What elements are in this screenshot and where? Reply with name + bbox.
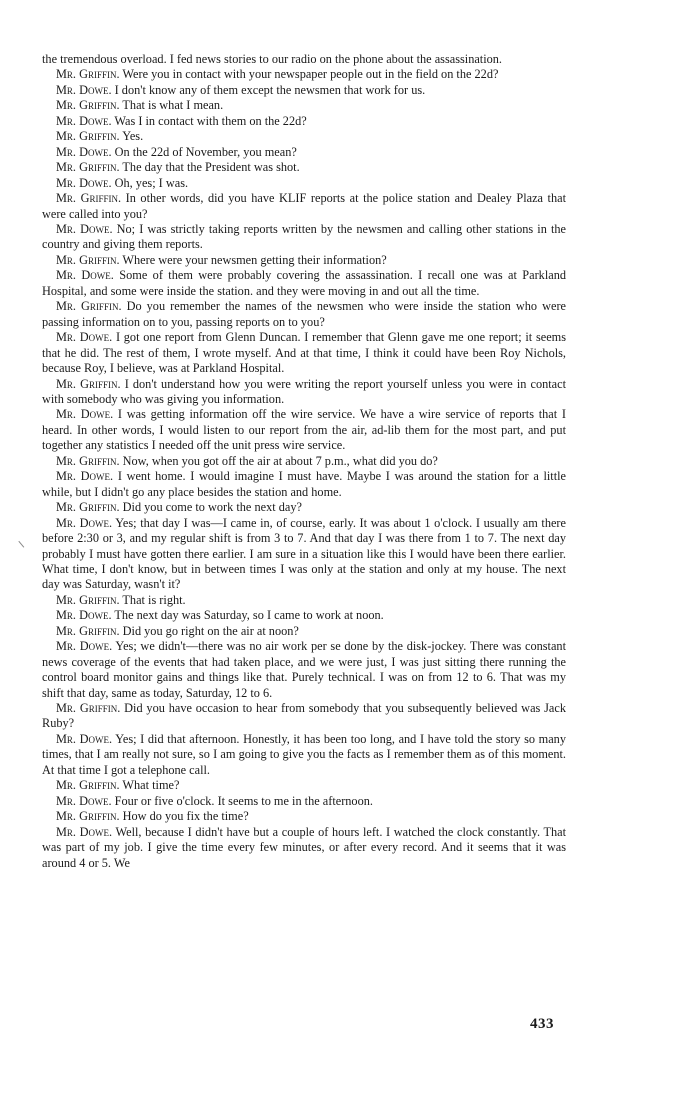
transcript-paragraph [42,516,566,593]
paragraph-text: I don't know any of them except the newsmen that work for us. [114,82,426,97]
transcript-paragraph [42,114,566,129]
transcript-paragraph [42,500,566,515]
paragraph-text: What time? [122,778,180,793]
transcript-paragraph [42,268,566,299]
speaker-name: Mr. Griffin. [56,778,120,793]
transcript-paragraph [42,330,566,376]
margin-mark [18,536,29,547]
transcript-paragraph [42,191,566,222]
paragraph-text: Where were your newsmen getting their information? [122,252,387,267]
paragraph-text: Were you in contact with your newspaper people out in the field on the 22d? [122,67,499,82]
transcript-paragraph [42,809,566,824]
paragraph-text: How do you fix the time? [122,809,249,824]
paragraph-text: Now, when you got off the air at about 7 p.m., what did you do? [122,453,438,468]
paragraph-text: The day that the President was shot. [122,160,300,175]
page-number: 433 [530,1016,554,1032]
transcript-body [42,52,566,871]
transcript-paragraph [42,593,566,608]
transcript-paragraph [42,129,566,144]
paragraph-text: Do you remember the names of the newsmen who were inside the station who were passing information on to you, passing reports on to you? [42,299,566,329]
speaker-name: Mr. Dowe. [56,407,114,422]
paragraph-text: Oh, yes; I was. [114,175,189,190]
speaker-name: Mr. Griffin. [56,809,120,824]
transcript-paragraph [42,253,566,268]
paragraph-text: Did you have occasion to hear from somebody that you subsequently believed was Jack Ruby? [42,701,566,731]
transcript-paragraph [42,83,566,98]
transcript-paragraph [42,377,566,408]
transcript-paragraph [42,407,566,453]
speaker-name: Mr. Griffin. [56,453,120,468]
transcript-paragraph [42,639,566,701]
paragraph-text: the tremendous overload. I fed news stories to our radio on the phone about the assassination. [42,52,502,66]
paragraph-text: Well, because I didn't have but a couple of hours left. I watched the clock constantly. That was part of my job. I give the time every few minutes, or after every record. And it seems that it was around 4 or 5. We [42,824,566,870]
paragraph-text: I got one report from Glenn Duncan. I remember that Glenn gave me one report; it seems that he did. The rest of them, I wrote myself. And at that time, I think it could have been Roy Nichols, because Roy, I believe, was at Parkland Hospital. [42,330,566,376]
transcript-paragraph [42,794,566,809]
transcript-paragraph [42,701,566,732]
speaker-name: Mr. Griffin. [56,252,120,267]
transcript-paragraph [42,624,566,639]
transcript-paragraph [42,145,566,160]
speaker-name: Mr. Griffin. [56,623,120,638]
speaker-name: Mr. Dowe. [56,608,112,623]
paragraph-text: The next day was Saturday, so I came to work at noon. [114,608,384,623]
transcript-paragraph [42,825,566,871]
speaker-name: Mr. Dowe. [56,268,114,283]
speaker-name: Mr. Dowe. [56,113,112,128]
speaker-name: Mr. Dowe. [56,793,112,808]
transcript-paragraph [42,67,566,82]
speaker-name: Mr. Griffin. [56,592,120,607]
transcript-paragraph [42,299,566,330]
speaker-name: Mr. Griffin. [56,67,120,82]
paragraph-text: Was I in contact with them on the 22d? [114,113,307,128]
paragraph-text: In other words, did you have KLIF reports at the police station and Dealey Plaza that were called into you? [42,191,566,221]
speaker-name: Mr. Griffin. [56,98,120,113]
paragraph-text: I went home. I would imagine I must have. Maybe I was around the station for a little while, but I didn't go any place besides the station and home. [42,469,566,499]
speaker-name: Mr. Dowe. [56,82,112,97]
speaker-name: Mr. Griffin. [56,299,122,314]
transcript-paragraph [42,732,566,778]
paragraph-text: Yes; I did that afternoon. Honestly, it has been too long, and I have told the story so many times, that I am really not sure, so I am going to give you the facts as I remember them as of this moment. At that time I got a telephone call. [42,731,566,777]
transcript-paragraph [42,608,566,623]
paragraph-text: Yes; we didn't—there was no air work per se done by the disk-jockey. There was constant news coverage of the events that had taken place, and we were just, I was just sitting there running the control board monitor gains and things like that. Purely technical. I was on from 12 to 6. That was my shift that day, same as today, Saturday, 12 to 6. [42,639,566,700]
speaker-name: Mr. Griffin. [56,160,120,175]
paragraph-text: On the 22d of November, you mean? [114,144,297,159]
speaker-name: Mr. Griffin. [56,129,120,144]
speaker-name: Mr. Dowe. [56,221,113,236]
paragraph-text: I don't understand how you were writing the report yourself unless you were in contact with somebody who was giving you information. [42,376,567,406]
paragraph-text: That is what I mean. [122,98,224,113]
transcript-paragraph [42,52,566,67]
transcript-paragraph [42,469,566,500]
speaker-name: Mr. Dowe. [56,731,113,746]
speaker-name: Mr. Griffin. [56,376,121,391]
paragraph-text: I was getting information off the wire service. We have a wire service of reports that I heard. In other words, I would listen to our report from the air, ad-lib them for the most part, and put together any statistics I needed off the unit press wire service. [42,407,566,453]
paragraph-text: Did you go right on the air at noon? [122,623,299,638]
speaker-name: Mr. Dowe. [56,330,113,345]
paragraph-text: That is right. [122,592,186,607]
speaker-name: Mr. Griffin. [56,500,120,515]
paragraph-text: No; I was strictly taking reports written by the newsmen and calling other stations in the country and giving them reports. [42,221,566,252]
speaker-name: Mr. Dowe. [56,515,113,530]
paragraph-text: Did you come to work the next day? [122,500,302,515]
paragraph-text: Some of them were probably covering the assassination. I recall one was at Parkland Hospital, and some were inside the station. and they were moving in and out all the time. [42,268,566,298]
transcript-paragraph [42,98,566,113]
speaker-name: Mr. Dowe. [56,824,113,839]
paragraph-text: Four or five o'clock. It seems to me in the afternoon. [114,793,373,808]
transcript-paragraph [42,176,566,191]
speaker-name: Mr. Dowe. [56,469,114,484]
speaker-name: Mr. Dowe. [56,639,113,654]
transcript-paragraph [42,778,566,793]
paragraph-text: Yes; that day I was—I came in, of course, early. It was about 1 o'clock. I usually am there before 2:30 or 3, and my regular shift is from 3 to 7. And that day I was there from 1 to 7. The next day probably I must have gotten there earlier. I am sure in a situation like this I would have been there earlier. What time, I don't know, but in between times I was only at the station and only at my house. The next day was Saturday, wasn't it? [42,515,566,592]
transcript-paragraph [42,222,566,253]
speaker-name: Mr. Griffin. [56,191,122,206]
transcript-paragraph [42,454,566,469]
speaker-name: Mr. Griffin. [56,701,121,716]
speaker-name: Mr. Dowe. [56,144,112,159]
speaker-name: Mr. Dowe. [56,175,112,190]
transcript-paragraph [42,160,566,175]
paragraph-text: Yes. [122,129,144,144]
